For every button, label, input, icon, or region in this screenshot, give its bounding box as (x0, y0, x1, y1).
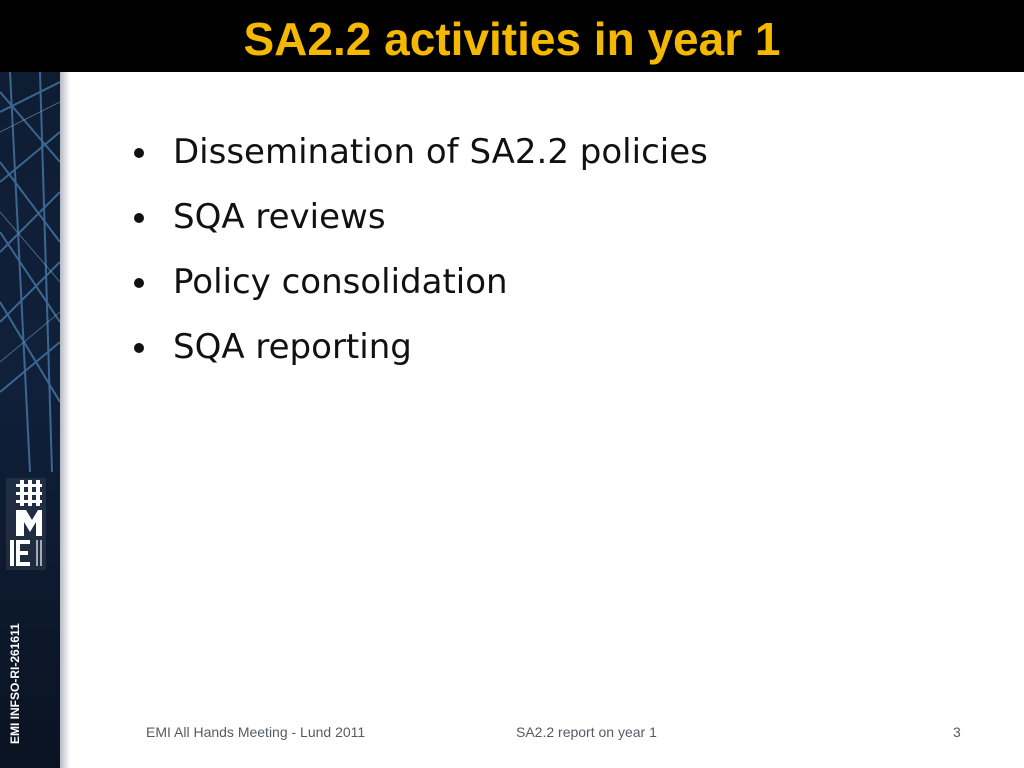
bullet-item (128, 189, 708, 254)
bullet-dot-icon (134, 343, 144, 353)
page-number: 3 (953, 724, 961, 740)
bullet-item (128, 124, 708, 189)
bullet-item (128, 254, 708, 319)
bullet-text: Policy consolidation (173, 262, 508, 302)
bullet-dot-icon (134, 213, 144, 223)
emi-logo-icon (6, 478, 46, 570)
slide-title: SA2.2 activities in year 1 (243, 13, 781, 65)
footer-report-title: SA2.2 report on year 1 (516, 724, 657, 740)
project-id-label: EMI INFSO-RI-261611 (8, 623, 22, 744)
footer-event: EMI All Hands Meeting - Lund 2011 (146, 724, 366, 740)
sidebar (0, 72, 60, 768)
bullet-list (128, 124, 708, 384)
bullet-item (128, 319, 708, 384)
bullet-text: Dissemination of SA2.2 policies (173, 132, 708, 172)
bullet-dot-icon (134, 148, 144, 158)
sidebar-shadow (60, 72, 70, 768)
bullet-dot-icon (134, 278, 144, 288)
title-bar (0, 0, 1024, 72)
bullet-text: SQA reporting (173, 327, 412, 367)
bullet-text: SQA reviews (173, 197, 386, 237)
grid-decoration (0, 72, 60, 472)
